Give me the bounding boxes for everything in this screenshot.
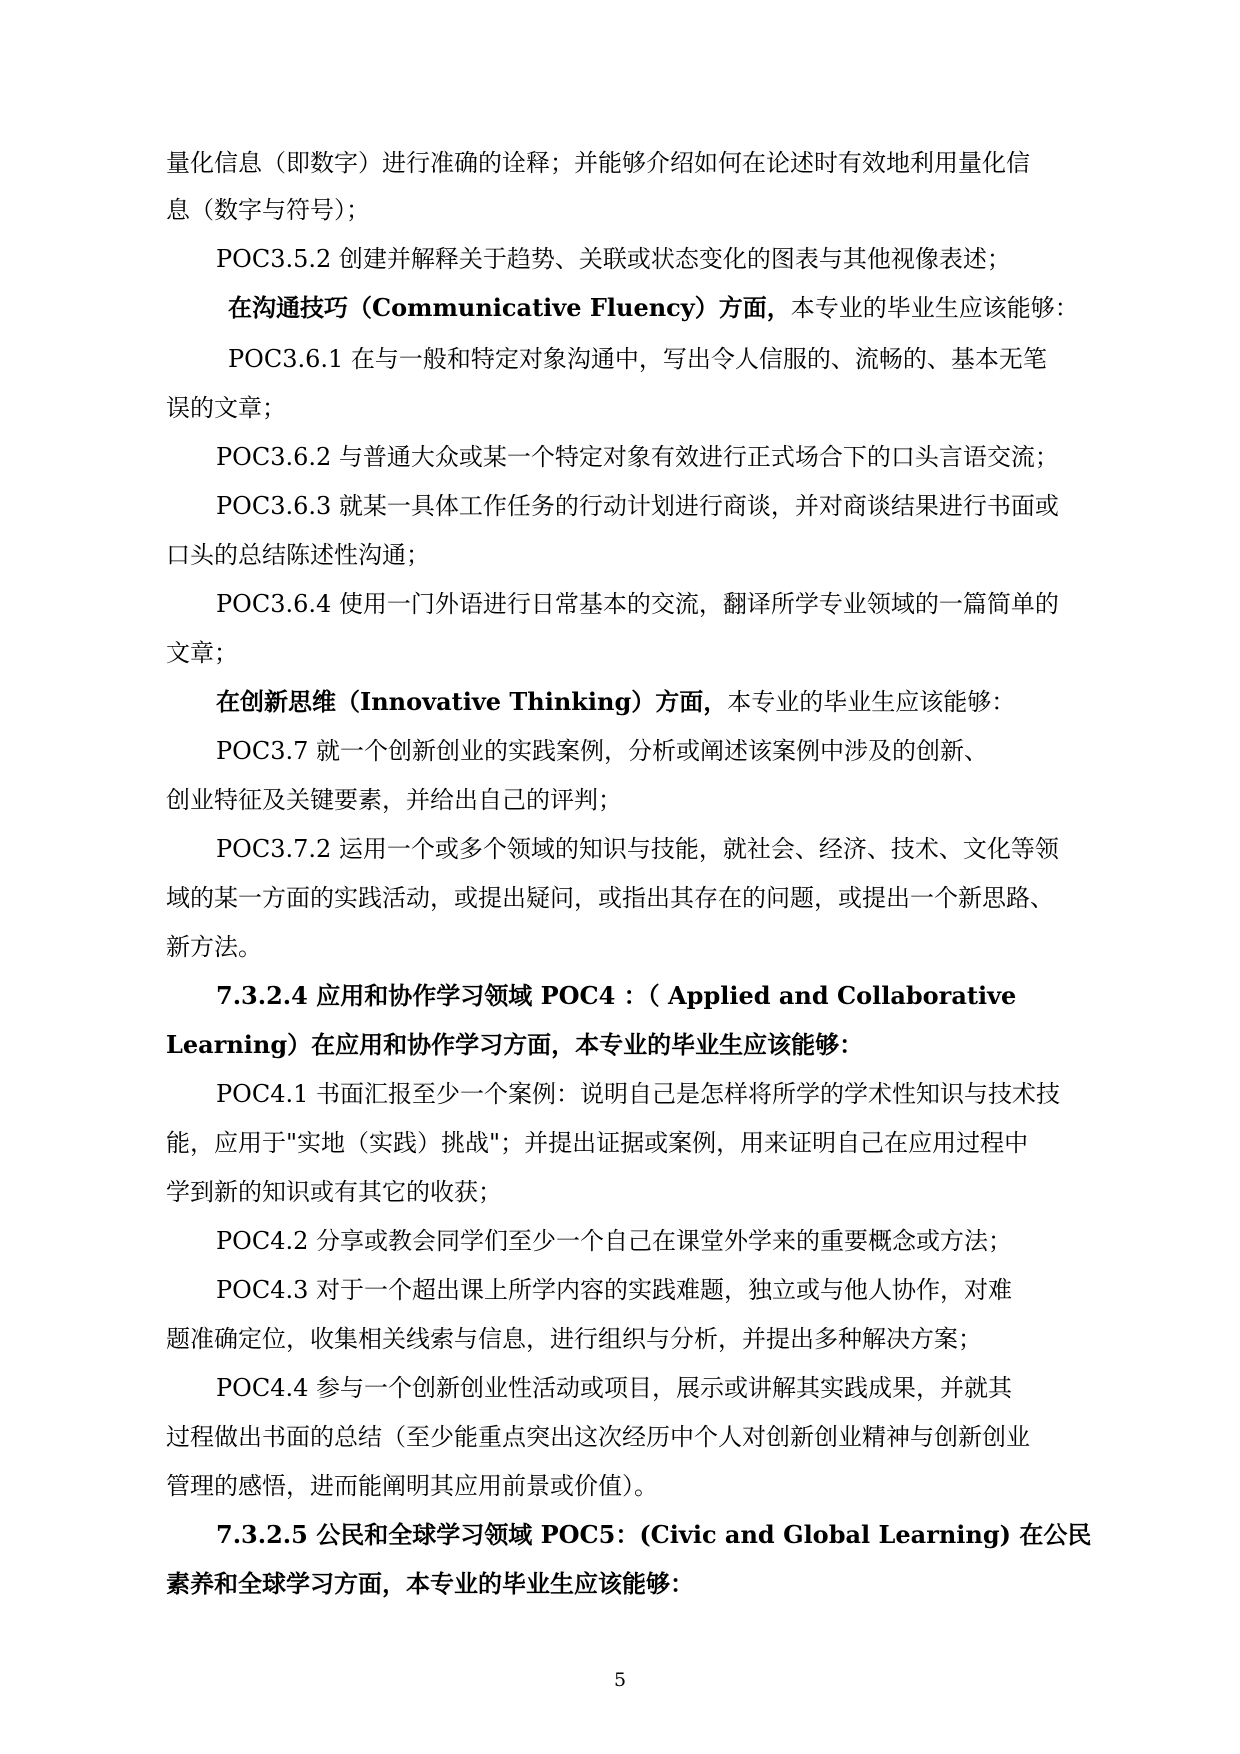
text-line: POC4.1 书面汇报至少一个案例：说明自己是怎样将所学的学术性知识与技术技 xyxy=(216,1080,1060,1108)
text-line: POC3.6.1 在与一般和特定对象沟通中，写出令人信服的、流畅的、基本无笔 xyxy=(228,345,1047,373)
text-line: POC4.3 对于一个超出课上所学内容的实践难题，独立或与他人协作，对难 xyxy=(216,1276,1012,1304)
section-heading-line xyxy=(228,292,1079,324)
text-line: 过程做出书面的总结（至少能重点突出这次经历中个人对创新创业精神与创新创业 xyxy=(166,1423,1030,1451)
text-line: POC3.6.2 与普通大众或某一个特定对象有效进行正式场合下的口头言语交流； xyxy=(216,443,1059,471)
section-heading: 7.3.2.5 公民和全球学习领域 POC5：(Civic and Global Learning) 在公民 xyxy=(216,1520,1092,1549)
text-line: 学到新的知识或有其它的收获； xyxy=(166,1178,502,1206)
text-line: 量化信息（即数字）进行准确的诠释；并能够介绍如何在论述时有效地利用量化信 xyxy=(166,149,1030,177)
text-line: POC3.7.2 运用一个或多个领域的知识与技能，就社会、经济、技术、文化等领 xyxy=(216,835,1059,863)
text-line: POC4.2 分享或教会同学们至少一个自己在课堂外学来的重要概念或方法； xyxy=(216,1227,1012,1255)
section-heading: 在创新思维（Innovative Thinking）方面， xyxy=(216,687,728,716)
text-line: 域的某一方面的实践活动，或提出疑问，或指出其存在的问题，或提出一个新思路、 xyxy=(166,884,1054,912)
section-heading: 7.3.2.4 应用和协作学习领域 POC4 ：（ Applied and Collaborative xyxy=(216,981,1017,1010)
text-line: POC3.6.3 就某一具体工作任务的行动计划进行商谈，并对商谈结果进行书面或 xyxy=(216,492,1059,520)
section-heading-line xyxy=(216,686,1015,718)
text-line: 管理的感悟，进而能阐明其应用前景或价值）。 xyxy=(166,1472,658,1500)
text-line: 能，应用于"实地（实践）挑战"；并提出证据或案例，用来证明自己在应用过程中 xyxy=(166,1129,1029,1157)
page-number: 5 xyxy=(613,1669,627,1691)
section-heading: Learning）在应用和协作学习方面，本专业的毕业生应该能够： xyxy=(166,1030,864,1059)
text-line: 息（数字与符号）； xyxy=(166,196,370,224)
text-span: 本专业的毕业生应该能够： xyxy=(727,688,1016,716)
section-heading: 素养和全球学习方面，本专业的毕业生应该能够： xyxy=(166,1569,694,1598)
text-line: 创业特征及关键要素，并给出自己的评判； xyxy=(166,786,622,814)
text-line: 口头的总结陈述性沟通； xyxy=(166,541,430,569)
section-heading: 在沟通技巧（Communicative Fluency）方面， xyxy=(228,293,791,322)
text-line: 误的文章； xyxy=(166,394,286,422)
text-line: POC3.6.4 使用一门外语进行日常基本的交流，翻译所学专业领域的一篇简单的 xyxy=(216,590,1059,618)
text-line: POC3.5.2 创建并解释关于趋势、关联或状态变化的图表与其他视像表述； xyxy=(216,245,1011,273)
text-line: 文章； xyxy=(166,639,238,667)
text-span: 本专业的毕业生应该能够： xyxy=(790,294,1079,322)
text-line: 题准确定位，收集相关线索与信息，进行组织与分析，并提出多种解决方案； xyxy=(166,1325,982,1353)
text-line: 新方法。 xyxy=(166,933,262,961)
text-line: POC4.4 参与一个创新创业性活动或项目，展示或讲解其实践成果，并就其 xyxy=(216,1374,1012,1402)
text-line: POC3.7 就一个创新创业的实践案例，分析或阐述该案例中涉及的创新、 xyxy=(216,737,988,765)
